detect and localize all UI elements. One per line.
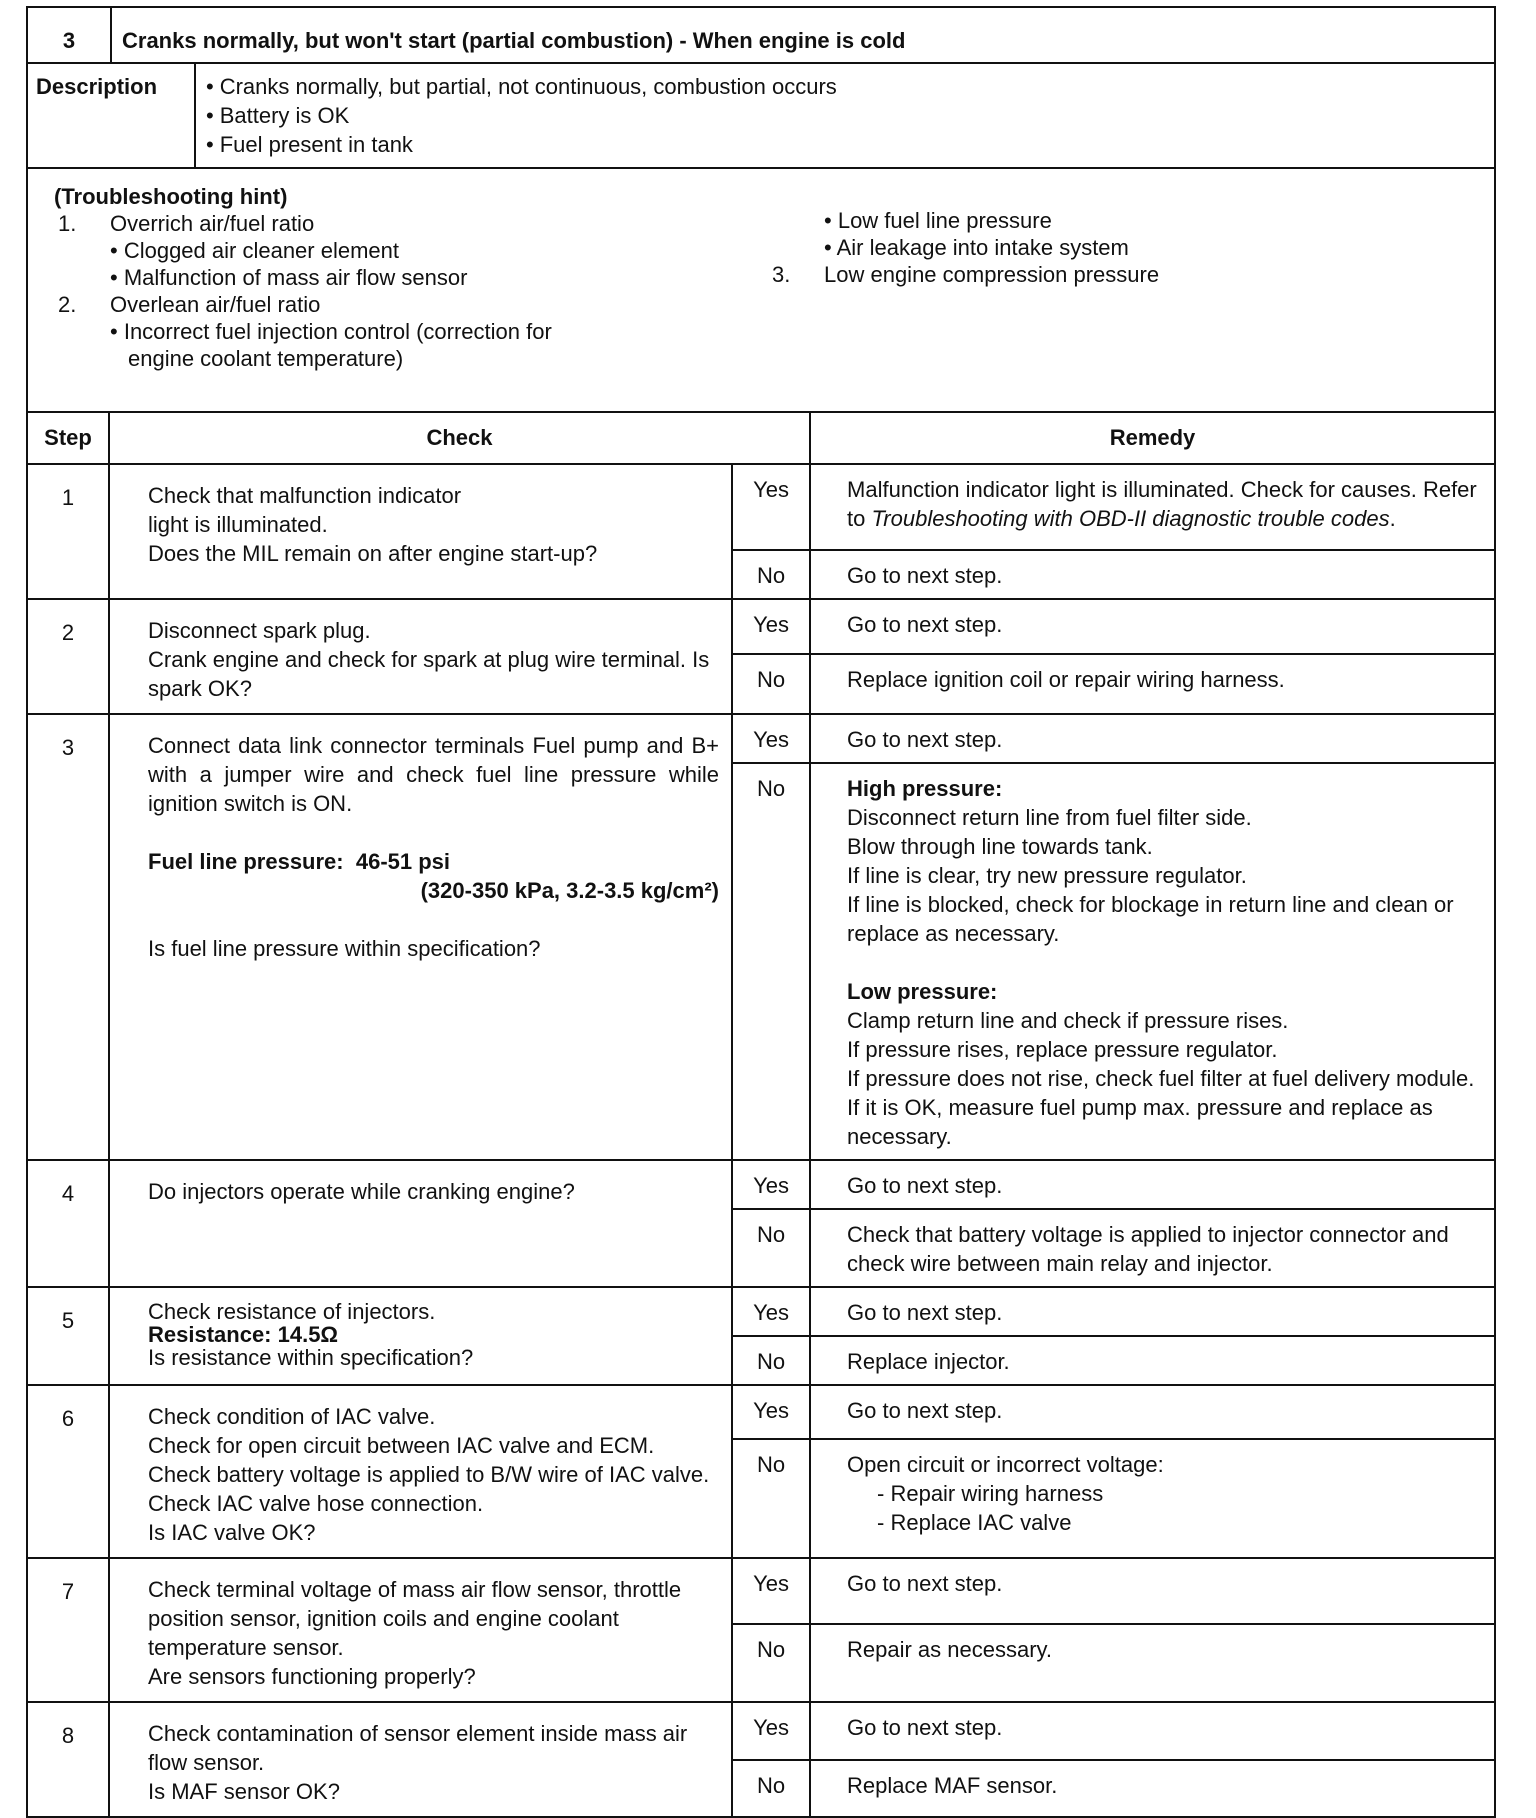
yes-remedy (810, 464, 1495, 550)
yes-remedy: Go to next step. (810, 1287, 1495, 1336)
table-row (27, 714, 1495, 763)
remedy-line: If it is OK, measure fuel pump max. pressure and replace as necessary. (847, 1095, 1433, 1149)
remedy-text: Malfunction indicator light is illuminated. Check for causes. Refer to (847, 477, 1477, 531)
no-remedy: Go to next step. (810, 550, 1495, 599)
no-label: No (732, 1336, 810, 1385)
yes-remedy: Go to next step. (810, 1558, 1495, 1624)
remedy-text: . (1389, 506, 1396, 531)
symptom-title: Cranks normally, but won't start (partial combustion) - When engine is cold (111, 7, 1495, 63)
hint-item-2 (54, 291, 774, 318)
check-line: Check contamination of sensor element inside mass air flow sensor. (148, 1721, 688, 1775)
yes-label: Yes (732, 1385, 810, 1439)
step-check (109, 464, 732, 599)
hint-table (26, 167, 1496, 413)
hint-number: 2. (58, 292, 77, 317)
description-label: Description (27, 63, 195, 168)
column-header-remedy: Remedy (810, 412, 1495, 464)
table-row (27, 464, 1495, 550)
hint-number: 3. (772, 262, 791, 287)
spec-metric: (320-350 kPa, 3.2-3.5 kg/cm²) (420, 878, 719, 903)
steps-table (26, 411, 1496, 1818)
no-label: No (732, 654, 810, 714)
table-row (27, 1287, 1495, 1336)
yes-remedy: Go to next step. (810, 1702, 1495, 1760)
no-label: No (732, 1624, 810, 1702)
remedy-heading: Low pressure: (847, 979, 998, 1004)
hint-sub-item: • Low fuel line pressure (824, 208, 1052, 233)
remedy-line: If line is blocked, check for blockage in return line and clean or replace as necessary. (847, 892, 1454, 946)
column-header-step: Step (27, 412, 109, 464)
step-number: 6 (27, 1385, 109, 1558)
check-line: Check terminal voltage of mass air flow sensor, throttle position sensor, ignition coils and engine coolant temperature sensor. (148, 1577, 682, 1660)
remedy-line: Open circuit or incorrect voltage: (847, 1452, 1164, 1478)
step-number: 5 (27, 1287, 109, 1385)
step-number: 1 (27, 464, 109, 599)
yes-label: Yes (732, 1160, 810, 1209)
header-table (26, 6, 1496, 64)
step-number: 4 (27, 1160, 109, 1287)
yes-label: Yes (732, 599, 810, 654)
check-line: Does the MIL remain on after engine start-up? (148, 541, 598, 566)
remedy-sub-line: - Repair wiring harness (877, 1481, 1104, 1507)
check-line: Disconnect spark plug. (148, 618, 371, 643)
check-line: Crank engine and check for spark at plug wire terminal. Is spark OK? (148, 647, 710, 701)
check-line: Check for open circuit between IAC valve and ECM. Check battery voltage is applied to B/W wire of IAC valve. Check IAC valve hose connection. (148, 1433, 710, 1516)
spec-label: Fuel line pressure: (148, 849, 344, 874)
yes-label: Yes (732, 464, 810, 550)
check-line: Check resistance of injectors. (148, 1299, 436, 1324)
step-number: 2 (27, 599, 109, 714)
no-label: No (732, 550, 810, 599)
check-line: Connect data link connector terminals Fuel pump and B+ with a jumper wire and check fuel line pressure while ignition switch is ON. (148, 733, 719, 816)
spec-line (148, 847, 719, 876)
description-item: • Fuel present in tank (206, 130, 1484, 159)
hint-sub-item: • Incorrect fuel injection control (correction for (110, 319, 552, 344)
hint-text: Overrich air/fuel ratio (110, 211, 315, 236)
hint-sub-item: • Malfunction of mass air flow sensor (110, 265, 468, 290)
step-number: 3 (27, 714, 109, 1160)
remedy-line: If line is clear, try new pressure regulator. (847, 863, 1247, 888)
remedy-line: If pressure rises, replace pressure regulator. (847, 1037, 1278, 1062)
description-item: • Cranks normally, but partial, not continuous, combustion occurs (206, 72, 1484, 101)
table-row (27, 599, 1495, 654)
yes-label: Yes (732, 714, 810, 763)
hint-sub-text: Clogged air cleaner element (123, 238, 399, 263)
hint-sub-text: Low fuel line pressure (837, 208, 1052, 233)
symptom-number: 3 (27, 7, 111, 63)
table-row (27, 1385, 1495, 1439)
spec-value: 46-51 psi (355, 849, 451, 874)
table-row (27, 1558, 1495, 1624)
hint-item-3 (768, 261, 1468, 288)
no-remedy (810, 1439, 1495, 1558)
no-label: No (732, 763, 810, 1160)
check-line: Do injectors operate while cranking engine? (148, 1179, 575, 1204)
hint-title: (Troubleshooting hint) (54, 184, 288, 209)
remedy-sub-line: - Replace IAC valve (877, 1510, 1072, 1536)
hint-sub-text: Air leakage into intake system (836, 235, 1129, 260)
step-number: 7 (27, 1558, 109, 1702)
yes-remedy: Go to next step. (810, 714, 1495, 763)
no-remedy: Repair as necessary. (810, 1624, 1495, 1702)
header-row (27, 7, 1495, 63)
no-label: No (732, 1760, 810, 1818)
hint-sub-item: • Air leakage into intake system (824, 235, 1129, 260)
troubleshooting-hint (27, 168, 1495, 412)
no-remedy: Replace ignition coil or repair wiring harness. (810, 654, 1495, 714)
spec-value: Resistance: 14.5Ω (148, 1322, 339, 1347)
hint-sub-text: Incorrect fuel injection control (correction for (123, 319, 552, 344)
remedy-line: Disconnect return line from fuel filter side. (847, 805, 1252, 830)
no-remedy: Check that battery voltage is applied to injector connector and check wire between main relay and injector. (810, 1209, 1495, 1287)
remedy-line: If pressure does not rise, check fuel filter at fuel delivery module. (847, 1066, 1475, 1091)
no-label: No (732, 1439, 810, 1558)
check-line: Is fuel line pressure within specification? (148, 936, 541, 961)
check-line: Is IAC valve OK? (148, 1520, 316, 1545)
step-check (109, 714, 732, 1160)
step-check (109, 1160, 732, 1287)
yes-label: Yes (732, 1702, 810, 1760)
hint-right-column (768, 207, 1468, 288)
column-header-check: Check (109, 412, 810, 464)
yes-remedy: Go to next step. (810, 1160, 1495, 1209)
hint-sub-item: • Clogged air cleaner element (110, 238, 399, 263)
yes-label: Yes (732, 1287, 810, 1336)
check-line: Is resistance within specification? (148, 1345, 474, 1370)
no-remedy: Replace MAF sensor. (810, 1760, 1495, 1818)
no-label: No (732, 1209, 810, 1287)
remedy-reference: Troubleshooting with OBD-II diagnostic trouble codes (871, 506, 1390, 531)
hint-sub-text: Malfunction of mass air flow sensor (123, 265, 468, 290)
no-remedy: Replace injector. (810, 1336, 1495, 1385)
step-check (109, 1385, 732, 1558)
yes-label: Yes (732, 1558, 810, 1624)
hint-number: 1. (58, 211, 77, 236)
description-body (195, 63, 1495, 168)
check-line: Is MAF sensor OK? (148, 1779, 340, 1804)
remedy-line: Blow through line towards tank. (847, 834, 1153, 859)
check-line: Are sensors functioning properly? (148, 1664, 476, 1689)
table-row (27, 1160, 1495, 1209)
description-row (27, 63, 1495, 168)
hint-text: Overlean air/fuel ratio (110, 292, 321, 317)
yes-remedy: Go to next step. (810, 1385, 1495, 1439)
steps-header-row (27, 412, 1495, 464)
hint-item-1 (54, 210, 774, 237)
table-row (27, 1702, 1495, 1760)
no-remedy (810, 763, 1495, 1160)
remedy-line: Clamp return line and check if pressure rises. (847, 1008, 1289, 1033)
description-item: • Battery is OK (206, 101, 1484, 130)
step-check (109, 1558, 732, 1702)
remedy-heading: High pressure: (847, 776, 1003, 801)
description-table (26, 62, 1496, 169)
check-line: Check that malfunction indicator (148, 483, 462, 508)
hint-sub-continuation: engine coolant temperature) (128, 346, 404, 371)
check-line: Check condition of IAC valve. (148, 1404, 436, 1429)
troubleshooting-page (26, 6, 1496, 1818)
step-check (109, 1287, 732, 1385)
step-check (109, 1702, 732, 1817)
hint-left-column (54, 183, 774, 372)
check-line: light is illuminated. (148, 512, 328, 537)
hint-text: Low engine compression pressure (824, 262, 1160, 287)
step-check (109, 599, 732, 714)
hint-row (27, 168, 1495, 412)
step-number: 8 (27, 1702, 109, 1817)
yes-remedy: Go to next step. (810, 599, 1495, 654)
